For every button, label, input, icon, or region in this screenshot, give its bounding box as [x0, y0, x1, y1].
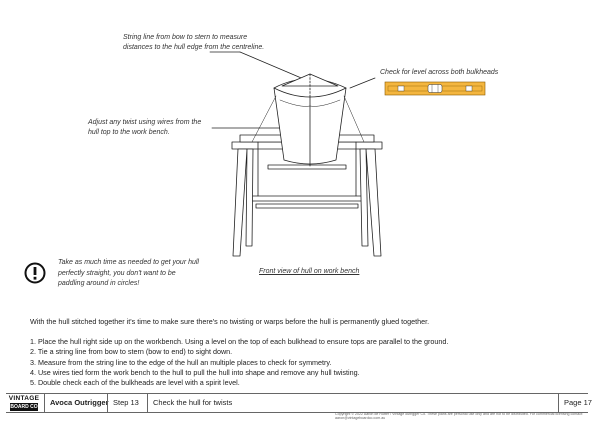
logo-bottom-text: BOARD CO: [10, 404, 38, 410]
intro-paragraph: With the hull stitched together it's time to make sure there's no twisting or warps before the hull is permanently glued together.: [30, 317, 430, 326]
copyright-notice: [335, 412, 584, 421]
product-name: Avoca Outrigger: [44, 394, 106, 412]
step-number: Step 13: [107, 394, 148, 412]
figure-caption: Front view of hull on work bench: [259, 268, 360, 275]
step-item: 1. Place the hull right side up on the workbench. Using a level on the top of each bulkhead to ensure tops are parallel to the ground.: [30, 337, 449, 346]
vintage-board-co-logo: [7, 395, 41, 412]
step-title: Check the hull for twists: [147, 394, 558, 412]
steps-list: [30, 337, 448, 388]
step-item: 5. Double check each of the bulkheads are level with a spirit level.: [30, 378, 240, 388]
step-item: 2. Tie a string line from bow to stern (bow to end) to sight down.: [30, 347, 233, 357]
copyright-line: aaron@vintageboardco.com.au: [335, 416, 386, 421]
annotation-line: Check for level across both bulkheads: [380, 69, 499, 76]
tip-line: perfectly straight, you don't want to be: [58, 269, 176, 277]
cradle: [268, 165, 346, 169]
tip-line: paddling around in circles!: [58, 280, 140, 287]
bench-leg-left-inner: [246, 149, 253, 246]
level-bubble: [428, 85, 442, 93]
bench-rail: [252, 196, 362, 201]
spirit-level: [385, 82, 485, 95]
annotation-line: hull top to the work bench.: [88, 129, 170, 136]
annotation-line: distances to the hull edge from the centreline.: [123, 44, 265, 51]
exclamation-icon: [24, 262, 46, 284]
bench-rail-lower: [256, 204, 358, 208]
level-vial: [398, 86, 404, 91]
leader-line: [350, 78, 375, 88]
annotation-line: String line from bow to stern to measure: [123, 34, 248, 41]
copyright-line: Copyright © 2022 Aaron de Rutter / Vintage outrigger Co. These plans are personal use only and are not to be distributed. For commercial licensing contact:: [335, 412, 584, 416]
page-number: Page 17: [558, 394, 589, 412]
footer-bar: [6, 393, 592, 413]
logo-top-text: VINTAGE: [8, 395, 40, 402]
bench-leg-left: [233, 149, 247, 256]
tip-line: Take as much time as needed to get your hull: [58, 259, 199, 266]
leader-line: [240, 52, 306, 80]
step-item: 4. Use wires tied form the work bench to the hull to pull the hull into shape and remove any hull twisting.: [30, 367, 360, 377]
level-vial: [466, 86, 472, 91]
tip-text: [58, 258, 199, 290]
step-item: 3. Measure from the string line to the edge of the hull an multiple places to check for symmetry.: [30, 357, 332, 367]
annotation-line: Adjust any twist using wires from the: [88, 119, 202, 126]
